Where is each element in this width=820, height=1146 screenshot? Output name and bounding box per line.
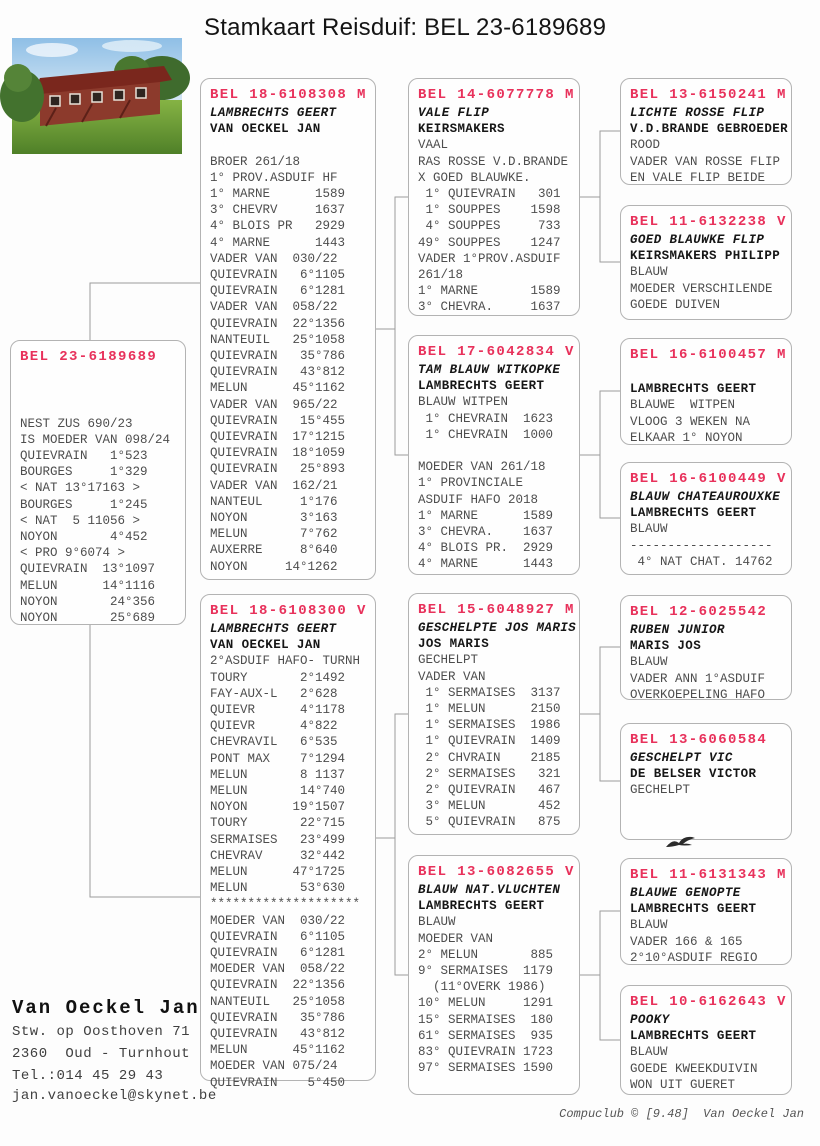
ring-number: BEL 15-6048927 M bbox=[418, 602, 575, 618]
result-line: 9° SERMAISES 1179 bbox=[418, 964, 554, 979]
result-line: 10° MELUN 1291 bbox=[418, 996, 554, 1011]
ring-number: BEL 16-6100449 V bbox=[630, 471, 787, 487]
result-line bbox=[418, 443, 571, 459]
result-line: MELUN 45°1162 bbox=[210, 1043, 346, 1058]
result-line: 2°10°ASDUIF REGIO bbox=[630, 950, 758, 965]
result-line: 1° SERMAISES 1986 bbox=[418, 718, 561, 733]
result-line: QUIEVRAIN 18°1059 bbox=[210, 446, 346, 461]
ring-number: BEL 13-6060584 bbox=[630, 732, 768, 748]
result-line: 97° SERMAISES 1590 bbox=[418, 1061, 554, 1076]
result-line: MELUN 45°1162 bbox=[210, 381, 346, 396]
result-line: QUIEVRAIN 22°1356 bbox=[210, 316, 346, 331]
ring-number: BEL 10-6162643 V bbox=[630, 994, 787, 1010]
result-line bbox=[20, 367, 177, 383]
connector-g17-parents bbox=[600, 391, 620, 518]
result-line: TOURY 22°715 bbox=[210, 816, 346, 831]
result-line: 4° NAT CHAT. 14762 bbox=[630, 554, 773, 569]
result-line: NANTEUIL 25°1058 bbox=[210, 332, 346, 347]
owner-name: Van Oeckel Jan bbox=[12, 997, 200, 1019]
result-line: 1° QUIEVRAIN 1409 bbox=[418, 734, 561, 749]
pedigree-box-gg7 bbox=[620, 858, 792, 965]
result-line: 1° MARNE 1589 bbox=[210, 187, 346, 201]
ring-number: BEL 11-6131343 M bbox=[630, 867, 787, 883]
result-line: MOEDER VERSCHILENDE bbox=[630, 281, 773, 296]
loft-photo bbox=[12, 38, 182, 154]
result-line: (11°OVERK 1986) bbox=[418, 980, 546, 995]
result-line: 3° MELUN 452 bbox=[418, 799, 561, 814]
result-line: VADER VAN 965/22 bbox=[210, 397, 338, 412]
result-line: QUIEVRAIN 6°1281 bbox=[210, 946, 346, 961]
result-line: 5° QUIEVRAIN 875 bbox=[418, 815, 561, 830]
result-line: TOURY 2°1492 bbox=[210, 670, 346, 685]
pigeon-name: GESCHELPTE JOS MARIS bbox=[418, 621, 577, 635]
pigeon-name: LAMBRECHTS GEERT bbox=[210, 622, 337, 636]
result-line: VADER VAN 162/21 bbox=[210, 478, 338, 493]
result-line: 3° CHEVRA. 1637 bbox=[418, 300, 561, 315]
pigeon-name: VALE FLIP bbox=[418, 106, 490, 120]
result-line: MOEDER VAN 075/24 bbox=[210, 1059, 338, 1074]
pedigree-box-mother bbox=[200, 594, 376, 1090]
result-line: 1° CHEVRAIN 1623 bbox=[418, 411, 554, 426]
result-line: MELUN 14°1116 bbox=[20, 578, 156, 593]
result-line: GOEDE DUIVEN bbox=[630, 297, 721, 312]
result-line: WON UIT GUERET bbox=[630, 1077, 736, 1092]
result-line: BLAUW bbox=[630, 918, 668, 933]
result-line: FAY-AUX-L 2°628 bbox=[210, 686, 338, 701]
result-line: VADER VAN ROSSE FLIP bbox=[630, 154, 781, 169]
pedigree-box-g14 bbox=[408, 78, 580, 316]
flying-pigeon-icon bbox=[662, 834, 698, 852]
breeder-name: VAN OECKEL JAN bbox=[210, 122, 321, 137]
breeder-name: VAN OECKEL JAN bbox=[210, 638, 321, 653]
ring-number: BEL 11-6132238 V bbox=[630, 214, 787, 230]
ring-number: BEL 18-6108300 V bbox=[210, 603, 367, 619]
breeder-name: KEIRSMAKERS PHILIPP bbox=[630, 249, 781, 264]
result-line: BOURGES 1°245 bbox=[20, 497, 148, 512]
pedigree-box-g13 bbox=[408, 855, 580, 1095]
breeder-name: LAMBRECHTS GEERT bbox=[630, 382, 757, 397]
result-line: QUIEVRAIN 5°450 bbox=[210, 1075, 346, 1090]
result-line: 4° BLOIS PR 2929 bbox=[210, 219, 346, 234]
pigeon-name: LAMBRECHTS GEERT bbox=[210, 106, 337, 120]
result-line: 1° PROVINCIALE bbox=[418, 476, 524, 491]
pedigree-box-g17 bbox=[408, 335, 580, 575]
result-line: OVERKOEPELING HAFO bbox=[630, 687, 766, 702]
result-line bbox=[210, 137, 367, 153]
breeder-name: MARIS JOS bbox=[630, 639, 702, 654]
result-line: VADER 166 & 165 bbox=[630, 934, 743, 949]
result-line: 2°ASDUIF HAFO- TURNH bbox=[210, 654, 361, 669]
result-line: < NAT 5 11056 > bbox=[20, 513, 141, 528]
pigeon-name: LICHTE ROSSE FLIP bbox=[630, 106, 765, 120]
result-line: BOURGES 1°329 bbox=[20, 465, 148, 480]
result-line: 2° QUIEVRAIN 467 bbox=[418, 783, 561, 798]
result-line: QUIEVR 4°1178 bbox=[210, 703, 346, 718]
pigeon-name bbox=[630, 365, 783, 381]
result-line: 4° SOUPPES 733 bbox=[418, 219, 561, 234]
ring-number: BEL 13-6150241 M bbox=[630, 87, 787, 103]
pigeon-name: BLAUW CHATEAUROUXKE bbox=[630, 490, 781, 504]
result-line: BLAUW bbox=[630, 1045, 668, 1060]
result-line: NOYON 3°163 bbox=[210, 511, 338, 526]
result-line: NOYON 25°689 bbox=[20, 611, 156, 625]
result-line: 1° QUIEVRAIN 301 bbox=[418, 187, 561, 202]
result-line: IS MOEDER VAN 098/24 bbox=[20, 432, 171, 447]
breeder-name: LAMBRECHTS GEERT bbox=[630, 902, 757, 917]
result-line: NANTEUIL 25°1058 bbox=[210, 994, 346, 1009]
result-line: QUIEVRAIN 6°1281 bbox=[210, 284, 346, 299]
result-line: 4° BLOIS PR. 2929 bbox=[418, 541, 554, 556]
result-line: MELUN 8 1137 bbox=[210, 767, 346, 782]
result-line bbox=[20, 383, 177, 399]
result-line: QUIEVRAIN 17°1215 bbox=[210, 430, 346, 445]
result-line: CHEVRAVIL 6°535 bbox=[210, 735, 338, 750]
pedigree-box-gg5 bbox=[620, 595, 792, 700]
owner-address-street: Stw. op Oosthoven 71 bbox=[12, 1024, 191, 1040]
result-line: NEST ZUS 690/23 bbox=[20, 416, 133, 431]
result-line: QUIEVRAIN 22°1356 bbox=[210, 978, 346, 993]
pedigree-box-gg6 bbox=[620, 723, 792, 840]
result-line: X GOED BLAUWKE. bbox=[418, 170, 531, 185]
breeder-name: LAMBRECHTS GEERT bbox=[418, 379, 545, 394]
result-line: NOYON 14°1262 bbox=[210, 559, 338, 574]
result-line: EN VALE FLIP BEIDE bbox=[630, 170, 766, 185]
connector-mother-parents bbox=[395, 714, 408, 975]
result-line: QUIEVRAIN 6°1105 bbox=[210, 929, 346, 944]
pedigree-box-gg8 bbox=[620, 985, 792, 1095]
result-line: QUIEVR 4°822 bbox=[210, 719, 338, 734]
result-line: 1° SOUPPES 1598 bbox=[418, 203, 561, 218]
result-line: VLOOG 3 WEKEN NA bbox=[630, 414, 751, 429]
pigeon-name: BLAUW NAT.VLUCHTEN bbox=[418, 883, 561, 897]
result-line: GECHELPT bbox=[418, 653, 479, 668]
result-line: 61° SERMAISES 935 bbox=[418, 1028, 554, 1043]
result-line: 2° CHVRAIN 2185 bbox=[418, 750, 561, 765]
ring-number: BEL 16-6100457 M bbox=[630, 347, 787, 363]
result-line: QUIEVRAIN 15°455 bbox=[210, 413, 346, 428]
result-line: 49° SOUPPES 1247 bbox=[418, 235, 561, 250]
result-line: RAS ROSSE V.D.BRANDE bbox=[418, 154, 569, 169]
result-line: 1° MARNE 1589 bbox=[418, 508, 554, 523]
connector-father-parents bbox=[395, 197, 408, 455]
result-line: ASDUIF HAFO 2018 bbox=[418, 492, 539, 507]
result-line: ******************** bbox=[210, 897, 361, 912]
breeder-name: LAMBRECHTS GEERT bbox=[630, 1029, 757, 1044]
result-line: VADER ANN 1°ASDUIF bbox=[630, 671, 766, 686]
result-line: NANTEUL 1°176 bbox=[210, 494, 338, 509]
owner-email: jan.vanoeckel@skynet.be bbox=[12, 1088, 217, 1104]
result-line: MOEDER VAN 030/22 bbox=[210, 913, 346, 928]
ring-number: BEL 14-6077778 M bbox=[418, 87, 575, 103]
result-line: BLAUW bbox=[418, 915, 456, 930]
pedigree-box-gg3 bbox=[620, 338, 792, 445]
owner-address-city: 2360 Oud - Turnhout bbox=[12, 1046, 191, 1062]
result-line: VADER 1°PROV.ASDUIF bbox=[418, 251, 561, 266]
pedigree-box-subject bbox=[10, 340, 186, 625]
pedigree-box-father bbox=[200, 78, 376, 580]
result-line: MOEDER VAN bbox=[418, 931, 494, 946]
connector-g13-parents bbox=[600, 911, 620, 1040]
result-line: BROER 261/18 bbox=[210, 154, 301, 169]
result-line: < PRO 9°6074 > bbox=[20, 546, 126, 561]
page-title: Stamkaart Reisduif: BEL 23-6189689 bbox=[204, 14, 607, 41]
connector-g14-parents bbox=[600, 131, 620, 262]
footer-credit: Compuclub © [9.48] Van Oeckel Jan bbox=[559, 1107, 804, 1121]
result-line: QUIEVRAIN 35°786 bbox=[210, 349, 346, 364]
result-line: 1° CHEVRAIN 1000 bbox=[418, 427, 554, 442]
pigeon-name: POOKY bbox=[630, 1013, 670, 1027]
result-line: 4° MARNE 1443 bbox=[418, 557, 554, 572]
pigeon-name: GOED BLAUWKE FLIP bbox=[630, 233, 765, 247]
result-line: 3° CHEVRV 1637 bbox=[210, 203, 346, 218]
result-line: 1° MARNE 1589 bbox=[418, 284, 561, 299]
pigeon-name: TAM BLAUW WITKOPKE bbox=[418, 363, 561, 377]
connector-subject-mother bbox=[90, 625, 200, 897]
ring-number: BEL 13-6082655 V bbox=[418, 864, 575, 880]
pigeon-name: BLAUWE GENOPTE bbox=[630, 886, 741, 900]
result-line: MOEDER VAN 261/18 bbox=[418, 460, 546, 475]
ring-number: BEL 12-6025542 bbox=[630, 604, 768, 620]
result-line: 2° SERMAISES 321 bbox=[418, 766, 561, 781]
owner-block bbox=[12, 995, 200, 1087]
result-line: 83° QUIEVRAIN 1723 bbox=[418, 1045, 554, 1060]
result-line: ELKAAR 1° NOYON bbox=[630, 430, 743, 445]
result-line: QUIEVRAIN 25°893 bbox=[210, 462, 346, 477]
result-line: NOYON 24°356 bbox=[20, 594, 156, 609]
breeder-name: DE BELSER VICTOR bbox=[630, 767, 757, 782]
result-line: BLAUW bbox=[630, 655, 668, 670]
result-line: 1° MELUN 2150 bbox=[418, 702, 561, 717]
connector-subject-father bbox=[90, 283, 200, 340]
result-line: QUIEVRAIN 1°523 bbox=[20, 448, 148, 463]
ring-number: BEL 17-6042834 V bbox=[418, 344, 575, 360]
result-line: GOEDE KWEEKDUIVIN bbox=[630, 1061, 758, 1076]
owner-phone: Tel.:014 45 29 43 bbox=[12, 1068, 164, 1084]
pedigree-box-gg2 bbox=[620, 205, 792, 320]
result-line: 1° SERMAISES 3137 bbox=[418, 685, 561, 700]
result-line: BLAUWE WITPEN bbox=[630, 398, 736, 413]
result-line: 261/18 bbox=[418, 268, 464, 283]
result-line: 2° MELUN 885 bbox=[418, 947, 554, 962]
pigeon-name: RUBEN JUNIOR bbox=[630, 623, 725, 637]
ring-number: BEL 18-6108308 M bbox=[210, 87, 367, 103]
result-line: CHEVRAV 32°442 bbox=[210, 848, 346, 863]
result-line: VADER VAN 030/22 bbox=[210, 251, 338, 266]
result-line: AUXERRE 8°640 bbox=[210, 543, 338, 558]
result-line: < NAT 13°17163 > bbox=[20, 481, 141, 496]
connector-g15-parents bbox=[600, 647, 620, 781]
result-line: VAAL bbox=[418, 138, 449, 153]
pedigree-box-gg4 bbox=[620, 462, 792, 575]
result-line: PONT MAX 7°1294 bbox=[210, 751, 346, 766]
result-line: QUIEVRAIN 35°786 bbox=[210, 1010, 346, 1025]
breeder-name: V.D.BRANDE GEBROEDER bbox=[630, 122, 789, 137]
result-line: QUIEVRAIN 43°812 bbox=[210, 365, 346, 380]
result-line: BLAUW WITPEN bbox=[418, 395, 509, 410]
result-line: GECHELPT bbox=[630, 783, 691, 798]
result-line: BLAUW bbox=[630, 265, 668, 280]
result-line: MELUN 47°1725 bbox=[210, 865, 346, 880]
ring-number: BEL 23-6189689 bbox=[20, 349, 158, 365]
breeder-name: JOS MARIS bbox=[418, 637, 490, 652]
result-line: MOEDER VAN 058/22 bbox=[210, 962, 346, 977]
result-line: 3° CHEVRA. 1637 bbox=[418, 525, 554, 540]
result-line: SERMAISES 23°499 bbox=[210, 832, 346, 847]
result-line: QUIEVRAIN 13°1097 bbox=[20, 562, 156, 577]
result-line: VADER VAN 058/22 bbox=[210, 300, 338, 315]
pigeon-name: GESCHELPT VIC bbox=[630, 751, 733, 765]
breeder-name: KEIRSMAKERS bbox=[418, 122, 505, 137]
result-line: QUIEVRAIN 43°812 bbox=[210, 1027, 346, 1042]
pedigree-box-g15 bbox=[408, 593, 580, 835]
result-line: 15° SERMAISES 180 bbox=[418, 1012, 554, 1027]
result-line: VADER VAN bbox=[418, 669, 486, 684]
result-line: ROOD bbox=[630, 138, 661, 153]
result-line: NOYON 19°1507 bbox=[210, 800, 346, 815]
result-line: 1° PROV.ASDUIF HF bbox=[210, 170, 338, 185]
result-line: MELUN 53°630 bbox=[210, 881, 346, 896]
result-line bbox=[20, 399, 177, 415]
result-line: MELUN 7°762 bbox=[210, 527, 338, 542]
pedigree-box-gg1 bbox=[620, 78, 792, 185]
loft-photo-image bbox=[12, 38, 182, 154]
result-line: 4° MARNE 1443 bbox=[210, 235, 346, 250]
result-line: NOYON 4°452 bbox=[20, 529, 148, 544]
result-line: BLAUW bbox=[630, 522, 668, 537]
result-line: QUIEVRAIN 6°1105 bbox=[210, 268, 346, 283]
result-line: MELUN 14°740 bbox=[210, 784, 346, 799]
result-line: ------------------- bbox=[630, 538, 773, 553]
breeder-name: LAMBRECHTS GEERT bbox=[630, 506, 757, 521]
breeder-name: LAMBRECHTS GEERT bbox=[418, 899, 545, 914]
